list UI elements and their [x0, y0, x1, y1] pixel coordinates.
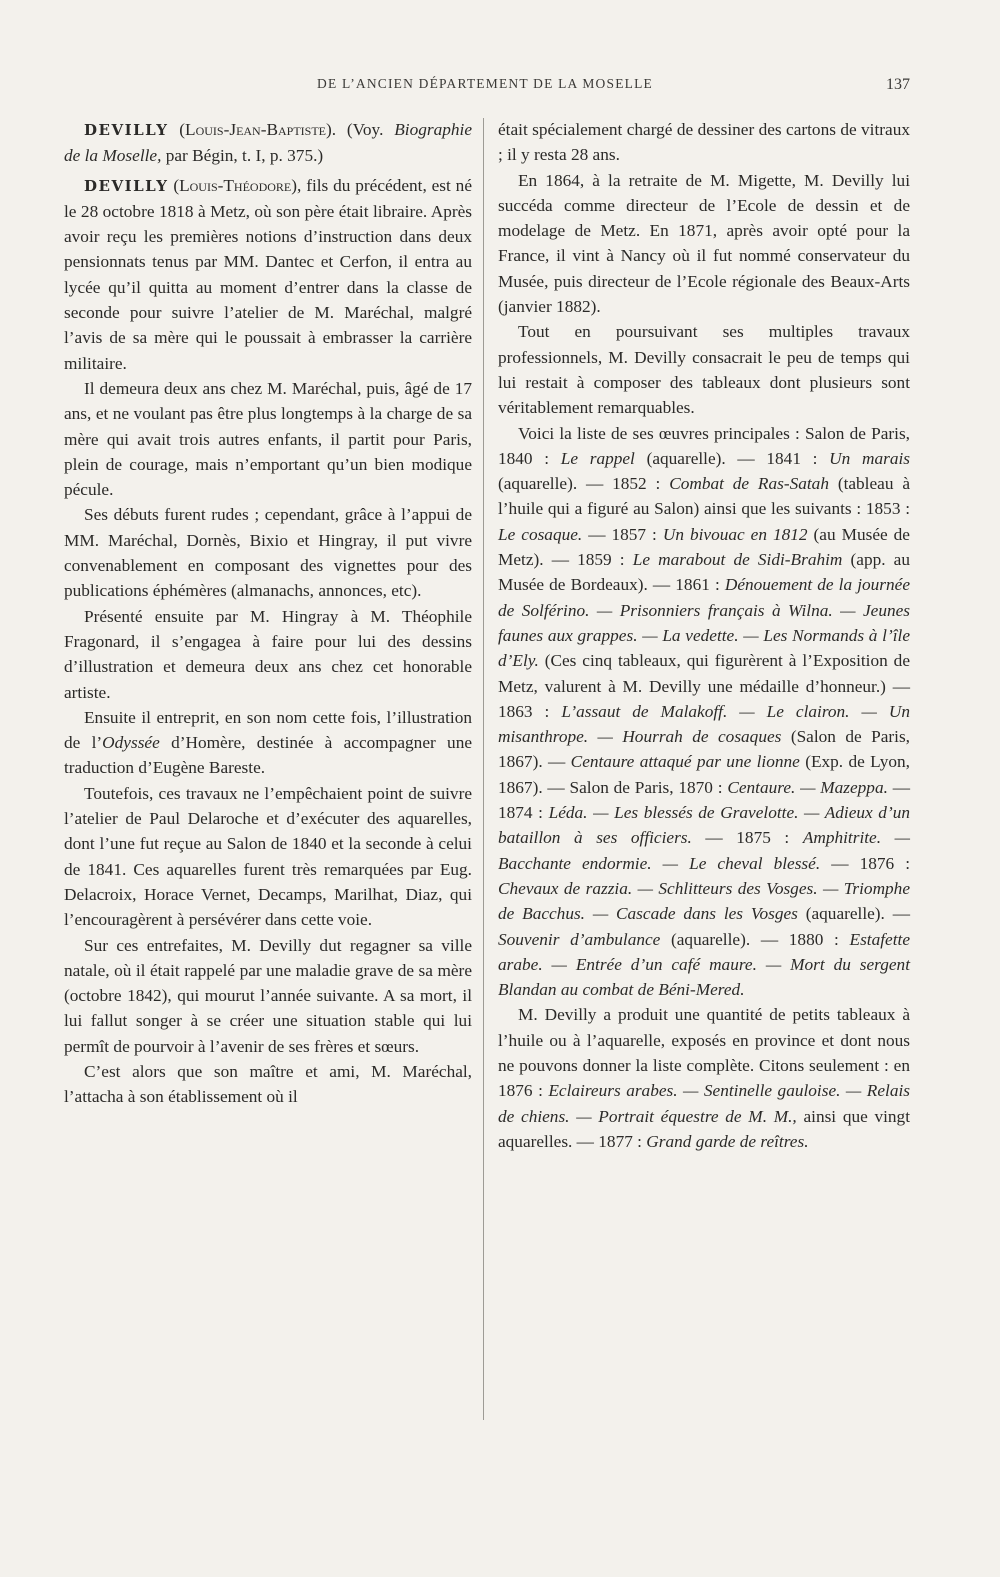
work-title: Combat de Ras-Satah — [669, 474, 829, 494]
work-title: Grand garde de reîtres. — [646, 1131, 809, 1151]
book-title: Biographie de la Moselle, — [64, 120, 472, 166]
text-run: (aquarelle). — 1852 : — [498, 474, 670, 494]
text-run: — 1874 : — [498, 777, 910, 823]
work-title: Centaure attaqué par une lionne — [570, 752, 800, 772]
text-run: M. Devilly a produit une quantité de petits tableaux à l’huile ou à l’aquarelle, exposés en province et dont nous ne pouvons donner la liste complète. Citons seulement : en 1876 : — [498, 1005, 910, 1101]
paragraph: Ensuite il entreprit, en son nom cette fois, l’illustration de l’Odyssée d’Homère, destinée à accompagner une traduction d’Eugène Bareste. — [64, 707, 473, 778]
paragraph: Toutefois, ces travaux ne l’empêchaient point de suivre l’atelier de Paul Delaroche et d’exécuter des aquarelles, dont l’une fut reçue au Salon de 1840 et la seconde à celui de 1841. Ces aquarelles furent très remarquées par Eug. Delacroix, Horace Vernet, Decamps, Marilhat, Diaz, qui l’encouragèrent à persévérer dans cette voie. — [64, 783, 472, 930]
entry-given-names: (Louis-Jean-Baptiste). — [168, 120, 337, 139]
left-column — [64, 117, 472, 1110]
text-run: (Ces cinq tableaux, qui figurèrent à l’Exposition de Metz, valurent à M. Devilly une médaille d’honneur.) — 1863 : — [498, 651, 910, 721]
entry-devilly-louis-jean-baptiste: DEVILLY (Louis-Jean-Baptiste). (Voy. Biographie de la Moselle, par Bégin, t. I, p. 375.) — [64, 120, 472, 166]
work-title: Amphitrite. — Bacchante endormie. — Le cheval blessé. — [498, 828, 910, 873]
paragraph: En 1864, à la retraite de M. Migette, M. Devilly lui succéda comme directeur de l’Ecole de dessin et de modelage de Metz. En 1871, après avoir opté pour la France, il vint à Nancy où il fut nommé conservateur du Musée, puis directeur de l’Ecole régionale des Beaux-Arts (janvier 1882). — [498, 170, 910, 317]
work-title: Chevaux de razzia. — Schlitteurs des Vosges. — Triomphe de Bacchus. — Cascade dans les Vosges — [498, 878, 910, 924]
column-divider — [483, 118, 484, 1420]
work-title: Odyssée — [102, 733, 160, 753]
paragraph: Ses débuts furent rudes ; cependant, grâce à l’appui de MM. Maréchal, Dornès, Bixio et Hingray, il put vivre convenablement en composant des vignettes pour des publications éphémères (almanachs, annonces, etc). — [64, 505, 472, 601]
page-number: 137 — [886, 76, 910, 93]
text-run: (tableau à l’huile qui a figuré au Salon) ainsi que les suivants : 1853 : — [498, 474, 910, 519]
works-list-paragraph — [498, 421, 910, 1003]
work-title: Le rappel — [560, 448, 635, 468]
entry-given-names: (Louis-Théodore), — [168, 175, 302, 195]
text-run: — 1875 : — [691, 828, 803, 848]
text-run: (Salon de Paris, 1867). — — [498, 727, 911, 772]
text-run: — 1857 : — [582, 524, 663, 544]
work-title: Un bivouac en 1812 — [662, 524, 808, 544]
work-title: Eclaireurs arabes. — Sentinelle gauloise. — Relais de chiens. — Portrait équestre de M. M., — [498, 1081, 910, 1126]
text-run: (app. au Musée de Bordeaux). — 1861 : — [498, 550, 910, 595]
text-run: (Exp. de Lyon, 1867). — Salon de Paris, 1870 : — [498, 752, 911, 797]
paragraph: était spécialement chargé de dessiner des cartons de vitraux ; il y resta 28 ans. — [498, 120, 910, 165]
right-column — [498, 117, 910, 1154]
paragraph: Présenté ensuite par M. Hingray à M. Théophile Fragonard, il s’engagea à faire pour lui des dessins d’illustration et demeura deux ans chez cet honorable artiste. — [64, 606, 472, 702]
text-run: (au Musée de Metz). — 1859 : — [498, 524, 910, 570]
work-title: Un marais — [829, 448, 910, 468]
paragraph: C’est alors que son maître et ami, M. Maréchal, l’attacha à son établissement où il — [64, 1061, 472, 1107]
entry-devilly-louis-theodore: DEVILLY (Louis-Théodore), fils du précédent, est né le 28 octobre 1818 à Metz, où son père était libraire. Après avoir reçu les premières notions d’instruction dans deux pensionnats tenus par MM. Dantec et Cerfon, il entra au lycée qu’il quitta au moment d’entrer dans la classe de seconde pour suivre l’atelier de M. Maréchal, malgré l’avis de sa mère qui le poussait à embrasser la carrière militaire. — [64, 175, 472, 373]
work-title: Le marabout de Sidi-Brahim — [632, 550, 843, 570]
text-run: (aquarelle). — 1841 : — [634, 448, 830, 468]
text-run: Voici la liste de ses œuvres principales : Salon de Paris, 1840 : — [498, 423, 910, 468]
running-title: DE L’ANCIEN DÉPARTEMENT DE LA MOSELLE — [317, 76, 653, 91]
paragraph: Tout en poursuivant ses multiples travaux professionnels, M. Devilly consacrait le peu de temps qui lui restait à composer des tableaux dont plusieurs sont véritablement remarquables. — [498, 322, 910, 418]
entry-headword: DEVILLY — [84, 176, 169, 195]
text-run: ainsi que vingt aquarelles. — 1877 : — [498, 1106, 911, 1151]
work-title: Le cosaque. — [498, 524, 583, 544]
work-title: L’assaut de Malakoff. — Le clairon. — Un misanthrope. — Hourrah de cosaques — [498, 701, 910, 747]
work-title: Estafette arabe. — Entrée d’un café maure. — Mort du sergent Blandan au combat de Béni-Mered. — [498, 929, 910, 1000]
work-title: Léda. — Les blessés de Gravelotte. — Adieux d’un bataillon à ses officiers. — [498, 803, 910, 848]
paragraph: Il demeura deux ans chez M. Maréchal, puis, âgé de 17 ans, et ne voulant pas être plus longtemps à la charge de sa mère qui avait trois autres enfants, il partit pour Paris, plein de courage, mais n’emportant qu’un bien modique pécule. — [64, 378, 472, 500]
text-run: — 1876 : — [820, 853, 911, 873]
text-run: (aquarelle). — 1880 : — [660, 929, 850, 949]
work-title: Centaure. — Mazeppa. — [727, 777, 888, 797]
entry-headword: DEVILLY — [84, 121, 169, 139]
work-title: Dénouement de la journée de Solférino. — Prisonniers français à Wilna. — Jeunes faunes aux grappes. — La vedette. — Les Normands à l’île d’Ely. — [498, 575, 910, 671]
text-run: (aquarelle). — — [797, 904, 910, 924]
paragraph: Sur ces entrefaites, M. Devilly dut regagner sa ville natale, où il était rappelé par une maladie grave de sa mère (octobre 1842), qui mourut l’année suivante. A sa mort, il lui fallut songer à se créer une situation stable qui lui permît de pourvoir à l’avenir de ses frères et sœurs. — [64, 935, 472, 1056]
small-works-paragraph — [498, 1002, 910, 1154]
work-title: Souvenir d’ambulance — [498, 929, 661, 949]
